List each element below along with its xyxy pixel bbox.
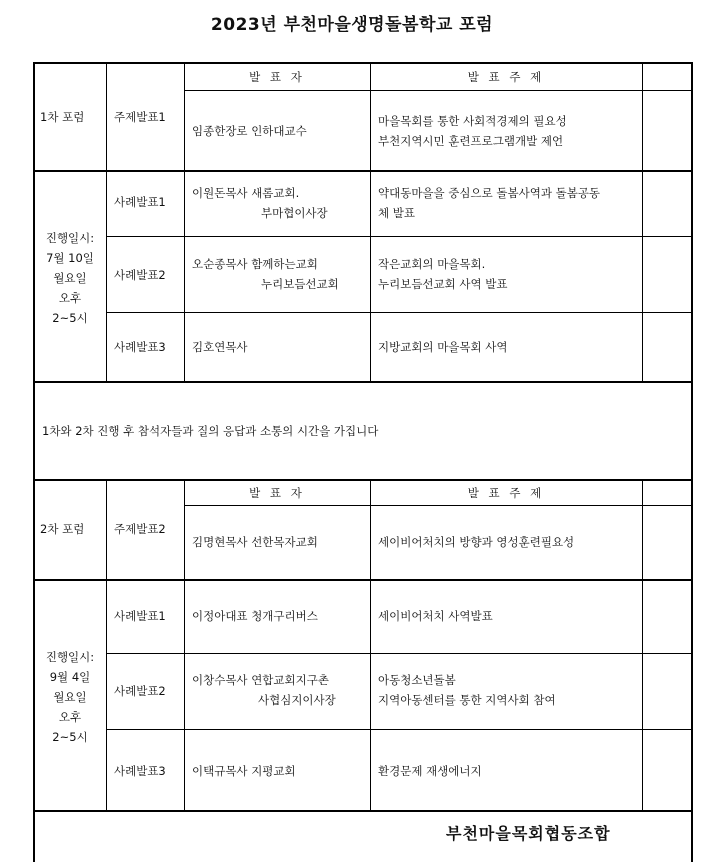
presenter: 이창수목사 연합교회지구촌 [192,673,329,687]
schedule-text: 2~5시 [52,730,88,744]
schedule-text: 진행일시: [45,650,95,664]
divider [106,729,693,730]
topic: 누리보듬선교회 사역 발표 [378,277,508,291]
topic: 체 발표 [378,206,415,220]
forum-label: 2차 포럼 [40,522,85,536]
divider [370,479,371,810]
topic: 아동청소년돌봄 [378,673,456,687]
notice-text: 1차와 2차 진행 후 참석자들과 질의 응답과 소통의 시간을 가집니다 [42,424,379,438]
divider [106,236,693,237]
presentation-type: 사례발표1 [114,609,166,623]
presenter: 김호연목사 [192,340,248,354]
topic: 세이비어처치 사역발표 [378,609,493,623]
presentation-type: 사례발표3 [114,764,166,778]
schedule-text: 9월 4일 [49,670,91,684]
divider [370,62,371,381]
presentation-type: 사례발표3 [114,340,166,354]
topic: 작은교회의 마을목회. [378,257,486,271]
schedule-text: 2~5시 [52,311,88,325]
schedule-text: 오후 [58,710,82,724]
presentation-type: 사례발표1 [114,195,166,209]
divider [184,479,185,810]
divider [33,170,693,172]
presenter: 이원돈목사 새롬교회. [192,186,300,200]
divider [33,579,693,581]
divider [184,90,693,91]
presenter: 오순종목사 함께하는교회 [192,257,318,271]
topic: 환경문제 재생에너지 [378,764,482,778]
column-header-topic: 발 표 주 제 [467,486,545,500]
presentation-type: 사례발표2 [114,684,166,698]
schedule-text: 월요일 [53,271,87,285]
topic: 마을목회를 통한 사회적경제의 필요성 [378,114,567,128]
presenter: 김명현목사 선한목자교회 [192,535,318,549]
divider [33,381,693,383]
topic: 부천지역시민 훈련프로그램개발 제언 [378,134,564,148]
column-header-topic: 발 표 주 제 [467,70,545,84]
divider [642,479,643,810]
divider [106,62,107,381]
topic: 약대동마을을 중심으로 돌봄사역과 돌봄공동 [378,186,601,200]
schedule-text: 오후 [58,291,82,305]
topic: 지역아동센터를 통한 지역사회 참여 [378,693,556,707]
divider [106,479,107,810]
column-header-presenter: 발 표 자 [249,486,305,500]
schedule-text: 월요일 [53,690,87,704]
divider [642,62,643,381]
topic: 지방교회의 마을목회 사역 [378,340,508,354]
presenter: 임종한장로 인하대교수 [192,124,307,138]
divider [33,810,693,812]
schedule-text: 진행일시: [45,231,95,245]
forum-table [33,62,693,862]
divider [184,62,185,381]
forum-label: 1차 포럼 [40,110,85,124]
presenter: 사협심지이사장 [258,693,336,707]
organization-name: 부천마을목회협동조합 [446,824,611,843]
presenter: 이택규목사 지평교회 [192,764,296,778]
presentation-type: 주제발표2 [114,522,166,536]
divider [33,479,693,481]
divider [106,312,693,313]
column-header-presenter: 발 표 자 [249,70,305,84]
page-title: 2023년 부천마을생명돌봄학교 포럼 [210,15,494,35]
presenter: 이정아대표 청개구리버스 [192,609,318,623]
divider [184,505,693,506]
presenter: 누리보듬선교회 [261,277,339,291]
schedule-text: 7월 10일 [46,251,94,265]
topic: 세이비어처치의 방향과 영성훈련필요성 [378,535,575,549]
presentation-type: 주제발표1 [114,110,166,124]
presenter: 부마협이사장 [261,206,328,220]
presentation-type: 사례발표2 [114,268,166,282]
divider [106,653,693,654]
